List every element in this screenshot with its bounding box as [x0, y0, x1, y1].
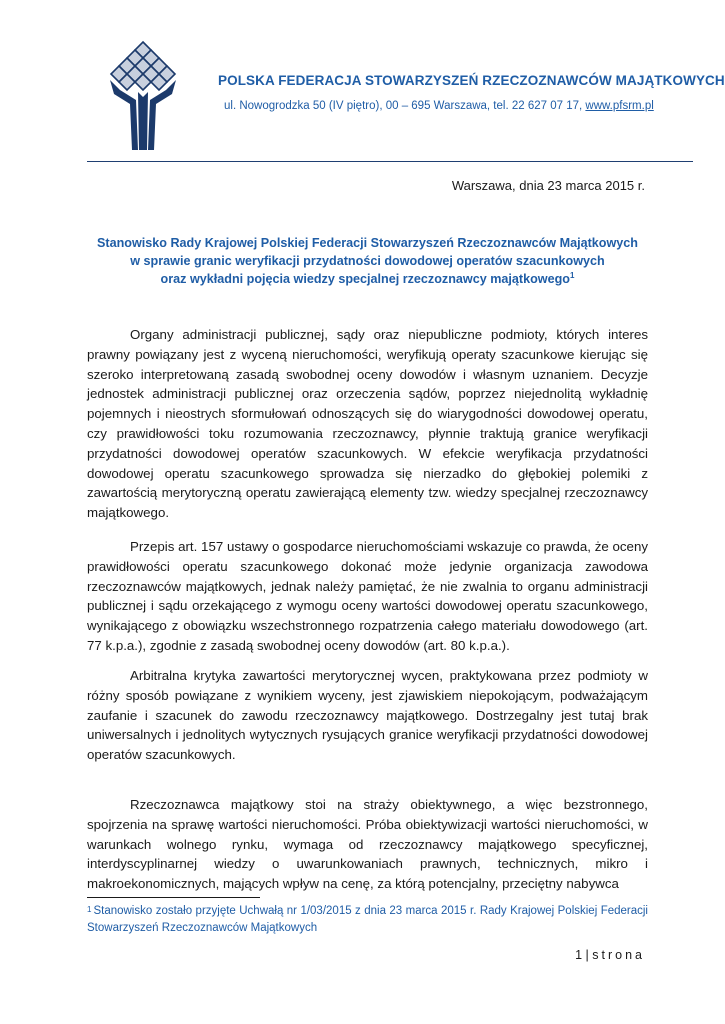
- title-line-2: w sprawie granic weryfikacji przydatności dowodowej operatów szacunkowych: [130, 254, 605, 268]
- header-divider: [87, 161, 693, 162]
- footnote: [87, 903, 648, 937]
- title-line-3: [87, 270, 648, 288]
- footnote-text: Stanowisko zostało przyjęte Uchwałą nr 1/03/2015 z dnia 23 marca 2015 r. Rady Krajowej Polskiej Federacji Stowarzyszeń Rzeczoznawców Majątkowych: [87, 905, 648, 934]
- page-number: [575, 948, 645, 962]
- title-line-1: Stanowisko Rady Krajowej Polskiej Federacji Stowarzyszeń Rzeczoznawców Majątkowych: [96, 236, 638, 250]
- footnote-marker: 1: [87, 905, 92, 914]
- body-paragraph-4: Rzeczoznawca majątkowy stoi na straży obiektywnego, a więc bezstronnego, spojrzenia na sprawę wartości nieruchomości. Próba obiektywizacji wartości nieruchomości, w warunkach wolnego rynku, wymaga od rzeczoznawcy majątkowego specyficznej, interdyscyplinarnej wiedzy o uwarunkowaniach prawnych, technicznych, mikro i makroekonomicznych, mających wpływ na cenę, za którą potencjalny, przeciętny nabywca: [87, 797, 648, 892]
- organization-name: POLSKA FEDERACJA STOWARZYSZEŃ RZECZOZNAWCÓW MAJĄTKOWYCH: [218, 73, 725, 88]
- address-text: ul. Nowogrodzka 50 (IV piętro), 00 – 695 Warszawa, tel. 22 627 07 17,: [224, 100, 583, 112]
- page-number-separator: |: [585, 948, 589, 962]
- page-label: strona: [592, 948, 645, 962]
- document-date: Warszawa, dnia 23 marca 2015 r.: [451, 178, 645, 193]
- page-number-value: 1: [575, 948, 583, 962]
- organization-address: [224, 100, 654, 112]
- footnote-divider: [87, 897, 260, 898]
- body-paragraph-1: Organy administracji publicznej, sądy oraz niepubliczne podmioty, których interes prawny powiązany jest z wyceną nieruchomości, weryfikują operaty szacunkowe kierując się szeroko interpretowaną zasadą swobodnej oceny dowodów i własnym uznaniem. Decyzje jednostek administracji publicznej oraz orzeczenia sądów, poprzez niejednolitą wykładnię pojemnych i nieostrych sformułowań odnoszących się do wiarygodności dowodowej operatu, czy prawidłowości toku rozumowania rzeczoznawcy, płynnie traktują granice weryfikacji przydatności dowodowej operatów szacunkowych. W efekcie weryfikacja przydatności dowodowej operatu szacunkowego sprowadza się nierzadko do głębokiej polemiki z zawartością merytoryczną operatu zawierającą elementy tzw. wiedzy specjalnej rzeczoznawcy majątkowego.: [87, 327, 648, 521]
- pfsrm-logo-icon: [108, 40, 178, 152]
- website-link[interactable]: www.pfsrm.pl: [585, 100, 654, 112]
- document-title: [87, 234, 648, 288]
- title-line-3-text: oraz wykładni pojęcia wiedzy specjalnej rzeczoznawcy majątkowego: [160, 272, 570, 286]
- body-paragraph-3: Arbitralna krytyka zawartości merytorycznej wycen, praktykowana przez podmioty w różny sposób powiązane z wynikiem wyceny, jest zjawiskiem niepokojącym, podważającym zaufanie i szacunek do zawodu rzeczoznawcy majątkowego. Dostrzegalny jest tutaj brak uniwersalnych i jednolitych wytycznych rysujących granice weryfikacji przydatności dowodowej operatów szacunkowych.: [87, 668, 648, 763]
- body-paragraph-2: Przepis art. 157 ustawy o gospodarce nieruchomościami wskazuje co prawda, że oceny prawidłowości operatu szacunkowego dokonać może jedynie organizacja zawodowa rzeczoznawców majątkowych, jednak należy pamiętać, że nie zwalnia to organu administracji publicznej i sądu orzekającego z wymogu oceny wartości dowodowej operatu szacunkowego, wynikającego z obowiązku wszechstronnego rozpatrzenia całego materiału dowodowego (art. 77 k.p.a.), zgodnie z zasadą swobodnej oceny dowodów (art. 80 k.p.a.).: [87, 539, 648, 653]
- title-footnote-ref[interactable]: 1: [570, 271, 575, 280]
